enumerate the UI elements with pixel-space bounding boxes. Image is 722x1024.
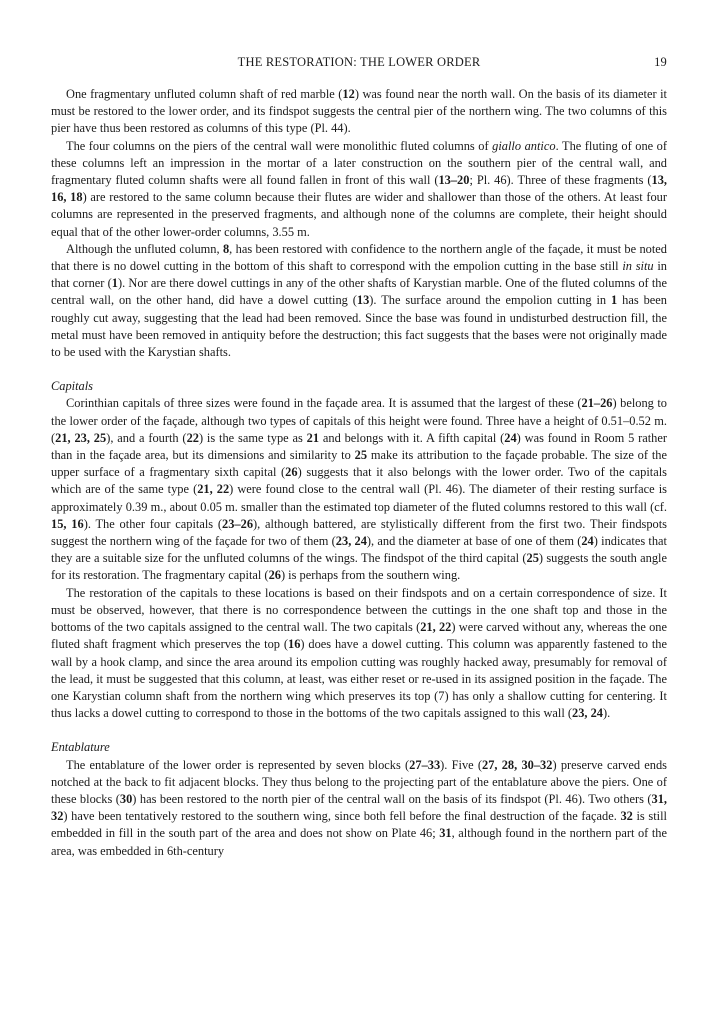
catalog-ref: 21: [306, 430, 320, 445]
page-number: 19: [654, 55, 667, 69]
catalog-ref: 27–33: [409, 757, 441, 772]
text-run: ). The other four capitals (: [83, 516, 223, 531]
text-run: Corinthian capitals of three sizes were found in the façade area. It is assumed that the largest of these (: [66, 396, 582, 411]
catalog-ref: 15, 16: [51, 516, 84, 531]
entablature-section: [51, 739, 667, 859]
text-run: ). The surface around the empolion cutting in: [369, 293, 612, 308]
text-run: ) are restored to the same column because their flutes are wider and shallower than those of the others. At least four columns are represented in the preserved fragments, and although none of the columns are complete, their height should equal that of the other lower-order columns, 3.55 m.: [51, 190, 667, 239]
catalog-ref: 13: [356, 293, 370, 308]
catalog-ref: 24: [581, 534, 594, 549]
text-run: ) suggests that it also belongs with the lower order. Two of the capitals which are of the same type (: [51, 465, 668, 497]
catalog-ref: 23, 24: [335, 534, 367, 549]
text-run: ) were found close to the central wall (Pl. 46). The diameter of their resting surface is approximately 0.39 m., about 0.05 m. smaller than the estimated top diameter of the fluted columns restored to this wall (cf.: [51, 482, 667, 514]
catalog-ref: 31, 32: [51, 791, 667, 824]
page-body: [51, 86, 667, 860]
catalog-ref: 27, 28, 30–32: [482, 757, 553, 772]
text-run: ) suggests the south angle for its restoration. The fragmentary capital (: [51, 551, 667, 583]
catalog-ref: 21–26: [581, 396, 613, 411]
text-run: is still embedded in fill in the south part of the area and does not show on Plate 46;: [51, 809, 667, 841]
text-run: The entablature of the lower order is represented by seven blocks (: [66, 757, 410, 772]
catalog-ref: 13, 16, 18: [51, 173, 667, 205]
section-heading-entablature: Entablature: [51, 740, 110, 755]
text-run: ) belong to the lower order of the façade, although two types of capitals of this height were found. Three have a height of 0.51–0.52 m. (: [51, 396, 667, 445]
text-run: in that corner (: [51, 259, 667, 291]
text-run: The four columns on the piers of the central wall were monolithic fluted columns of: [66, 138, 493, 153]
text-run: ), and a fourth (: [106, 430, 187, 445]
catalog-ref: 21, 23, 25: [55, 430, 107, 445]
catalog-ref: 22: [186, 430, 199, 445]
text-run: ) indicates that they are a suitable size for the unfluted columns of the wings. The findspot of the third capital (: [51, 534, 667, 566]
text-run: ) were carved without any, whereas the one fluted shaft fragment which preserves the top (: [51, 620, 667, 652]
text-run: has been roughly cut away, suggesting that the lead had been removed. Since the base was found in undisturbed destruction fill, the metal must have been removed in antiquity before the destruction; this fact suggests that the bases were not originally made to be used with the Karystian shafts.: [51, 293, 667, 360]
text-run: . The fluting of one of these columns left an impression in the mortar of a later construction on the southern pier of the central wall, and fragmentary fluted column shafts were all found fallen in front of this wall (: [51, 138, 668, 188]
text-run: ) have been tentatively restored to the southern wing, since both fell before the final destruction of the façade.: [63, 809, 621, 824]
catalog-ref: 25: [354, 448, 368, 463]
text-run: ) is the same type as: [198, 430, 307, 445]
catalog-ref: 8: [222, 241, 230, 256]
text-run: , has been restored with confidence to the northern angle of the façade, it must be noted that there is no dowel cutting in the bottom of this shaft to correspond with the empolion cutting in the base still: [51, 241, 667, 274]
text-run: ) has been restored to the north pier of the central wall on the basis of its findspot (Pl. 46). Two others (: [132, 791, 652, 806]
catalog-ref: 21, 22: [197, 482, 230, 497]
text-run: One fragmentary unfluted column shaft of red marble (: [66, 87, 343, 101]
text-run: ), and the diameter at base of one of them (: [366, 534, 582, 549]
paragraph: [51, 585, 667, 723]
catalog-ref: 23–26: [222, 516, 254, 531]
text-run: make its attribution to the façade probable. The size of the upper surface of a fragmentary sixth capital (: [51, 448, 667, 480]
catalog-ref: 31: [439, 826, 452, 841]
catalog-ref: 30: [119, 791, 133, 806]
paragraph: [51, 241, 667, 361]
italic-term: in situ: [622, 259, 654, 274]
text-run: ) does have a dowel cutting. This column was apparently fastened to the wall by a hook clamp, and since the area around its empolion cutting was roughly hacked away, presumably for removal of the lead, it must be suggested that this column, at least, was either reset or re-used in its assigned position in the façade. The one Karystian column shaft from the northern wing which preserves its top (7) has only a shallow cutting for centering. It thus lacks a dowel cutting to correspond to those in the bottoms of the two capitals assigned to this wall (: [51, 637, 667, 721]
catalog-ref: 21, 22: [420, 620, 452, 635]
catalog-ref: 13–20: [438, 173, 470, 188]
catalog-ref: 24: [504, 430, 517, 445]
catalog-ref: 16: [288, 637, 301, 652]
catalog-ref: 26: [285, 465, 298, 480]
paragraph: [51, 757, 667, 860]
text-run: ) was found near the north wall. On the basis of its diameter it must be restored to the lower order, and its findspot suggests the central pier of the northern wing. The two columns of this pier have thus been restored as columns of this type (Pl. 44).: [51, 87, 667, 136]
catalog-ref: 1: [611, 293, 618, 308]
text-run: ). Five (: [440, 757, 483, 772]
catalog-ref: 25: [526, 551, 539, 566]
capitals-section: [51, 378, 667, 722]
running-header: [51, 55, 667, 71]
paragraph: [51, 395, 667, 584]
catalog-ref: 26: [268, 568, 281, 583]
text-run: ) was found in Room 5 rather than in the façade area, but its dimensions and similarity to: [51, 430, 668, 463]
text-run: Although the unfluted column,: [66, 241, 223, 256]
italic-term: giallo antico: [492, 138, 556, 153]
text-run: ). Nor are there dowel cuttings in any of the other shafts of Karystian marble. One of the fluted columns of the central wall, on the other hand, did have a dowel cutting (: [51, 276, 667, 308]
running-title: THE RESTORATION: THE LOWER ORDER: [237, 55, 481, 69]
text-run: and belongs with it. A fifth capital (: [319, 430, 505, 445]
text-run: ) preserve carved ends notched at the back to fit adjacent blocks. They thus belong to the projecting part of the entablature above the piers. One of these blocks (: [51, 757, 667, 806]
section-heading-capitals: Capitals: [51, 379, 93, 394]
text-run: ).: [603, 706, 611, 721]
paragraph: [51, 86, 667, 138]
paragraph: [51, 138, 667, 241]
text-run: , although found in the northern part of the area, was embedded in 6th-century: [51, 826, 667, 858]
catalog-ref: 12: [342, 87, 355, 101]
catalog-ref: 32: [620, 809, 633, 824]
text-run: The restoration of the capitals to these locations is based on their findspots and on a certain correspondence of size. It must be observed, however, that there is no correspondence between the cuttings in the one shaft top and those in the bottoms of the two capitals assigned to the central wall. The two capitals (: [51, 585, 667, 635]
text-run: ) is perhaps from the southern wing.: [280, 568, 461, 583]
intro-section: [51, 86, 667, 361]
text-run: ; Pl. 46). Three of these fragments (: [469, 173, 652, 188]
catalog-ref: 1: [111, 276, 118, 291]
catalog-ref: 23, 24: [572, 706, 603, 721]
text-run: ), although battered, are stylistically different from the first two. Their findspots suggest the northern wing of the façade for two of them (: [51, 516, 667, 549]
